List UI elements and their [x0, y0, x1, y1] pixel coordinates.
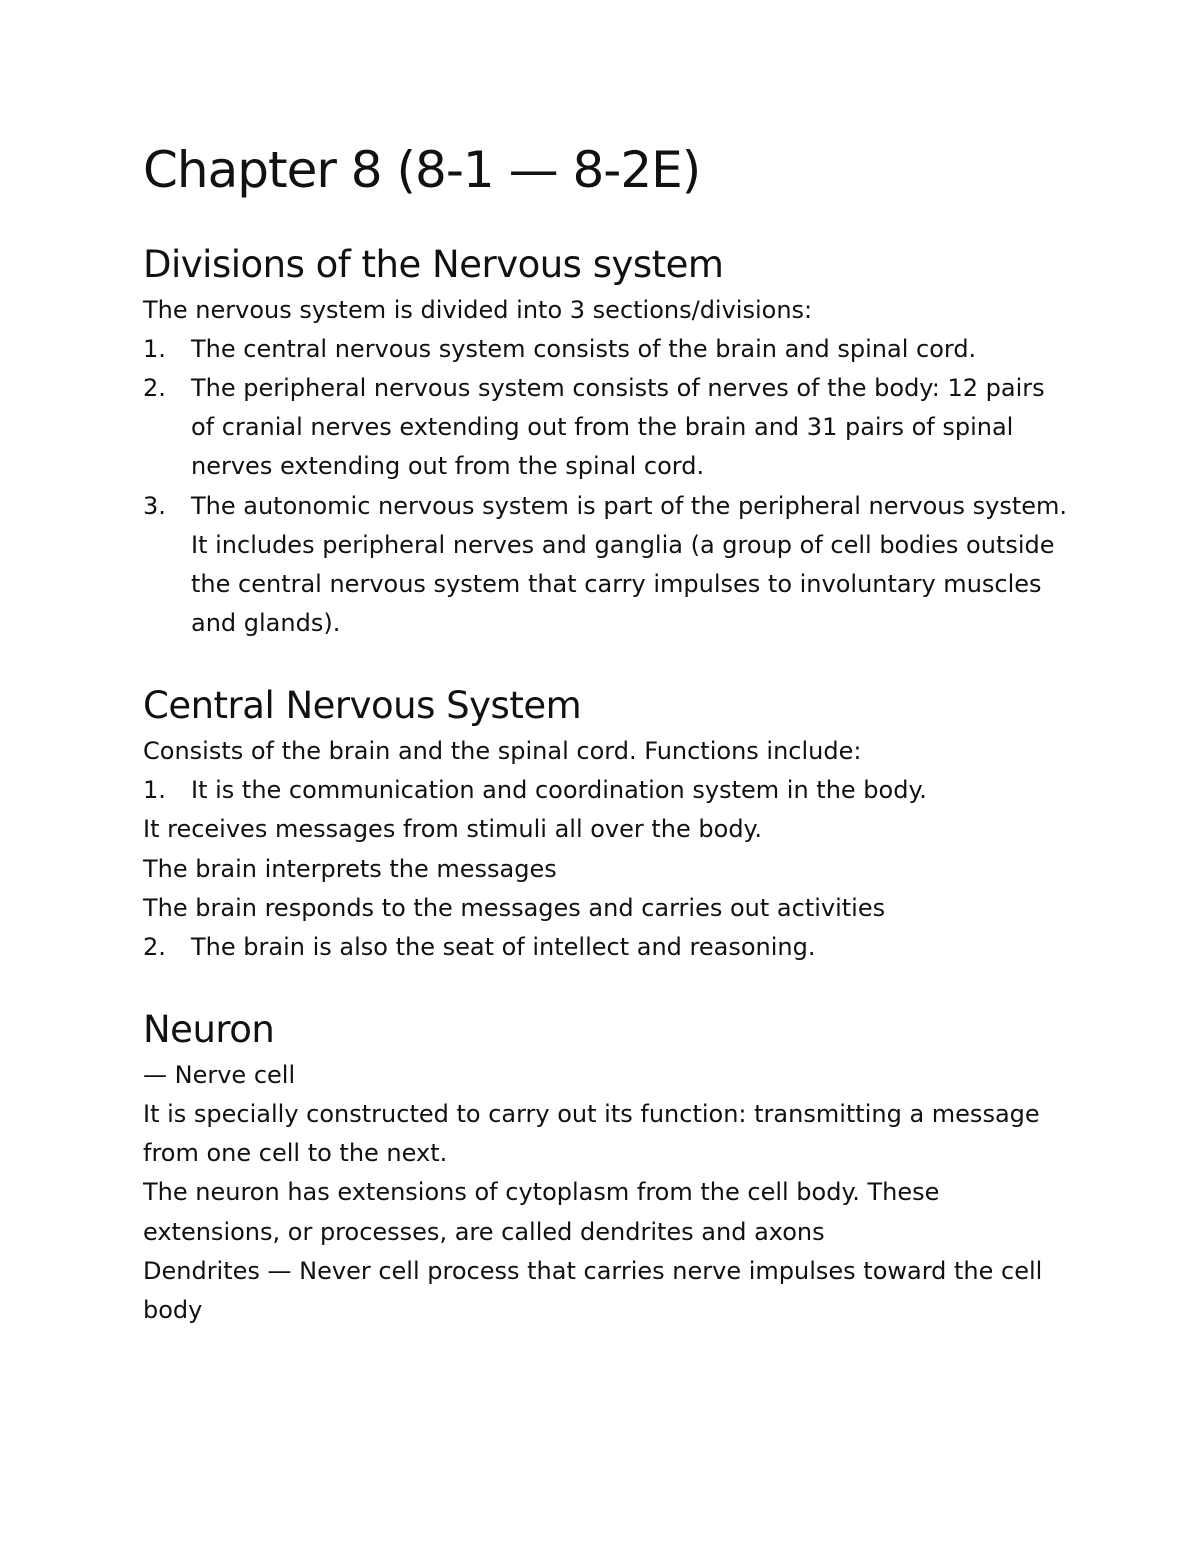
- list-item-number: 1.: [143, 776, 166, 805]
- section-intro: The nervous system is divided into 3 sections/divisions:: [143, 295, 813, 324]
- body-line: — Nerve cell: [143, 1060, 296, 1089]
- body-line: The brain responds to the messages and carries out activities: [143, 893, 886, 922]
- body-line: It receives messages from stimuli all over the body.: [143, 815, 762, 844]
- list-item: [143, 330, 1073, 369]
- section-central-nervous-system: [143, 685, 1073, 967]
- section-heading: Central Nervous System: [143, 684, 582, 728]
- list-item-number: 2.: [143, 373, 166, 402]
- list-item: [143, 487, 1073, 644]
- document-page: [143, 140, 1073, 1372]
- body-line: The brain interprets the messages: [143, 854, 557, 883]
- list-item-text: The brain is also the seat of intellect and reasoning.: [191, 932, 816, 961]
- list-item-text: The central nervous system consists of the brain and spinal cord.: [191, 334, 977, 363]
- page-title: Chapter 8 (8-1 — 8-2E): [143, 141, 701, 199]
- section-heading: Neuron: [143, 1008, 275, 1052]
- section-neuron: [143, 1009, 1073, 1330]
- list-item-number: 2.: [143, 932, 166, 961]
- list-item: [143, 771, 1073, 810]
- list-item: [143, 369, 1073, 487]
- list-item-number: 1.: [143, 334, 166, 363]
- body-line: It is specially constructed to carry out its function: transmitting a message from one cell to the next.: [143, 1099, 1040, 1168]
- list-item: [143, 928, 1073, 967]
- body-line: Dendrites — Never cell process that carries nerve impulses toward the cell body: [143, 1256, 1043, 1324]
- list-item-text: The peripheral nervous system consists of nerves of the body: 12 pairs of cranial nerves extending out from the brain and 31 pairs of spinal nerves extending out from the spinal cord.: [191, 373, 1045, 481]
- section-intro: Consists of the brain and the spinal cord. Functions include:: [143, 736, 862, 765]
- section-heading: Divisions of the Nervous system: [143, 243, 724, 286]
- section-divisions: [143, 244, 1073, 643]
- list-item-text: It is the communication and coordination system in the body.: [191, 776, 927, 805]
- list-item-number: 3.: [143, 491, 166, 520]
- body-line: The neuron has extensions of cytoplasm from the cell body. These extensions, or processes, are called dendrites and axons: [143, 1178, 940, 1246]
- list-item-text: The autonomic nervous system is part of the peripheral nervous system. It includes peripheral nerves and ganglia (a group of cell bodies outside the central nervous system that carry impulses to involuntary muscles and glands).: [191, 491, 1068, 638]
- divisions-list: [143, 330, 1073, 644]
- functions-list: [143, 928, 1073, 967]
- functions-list: [143, 771, 1073, 810]
